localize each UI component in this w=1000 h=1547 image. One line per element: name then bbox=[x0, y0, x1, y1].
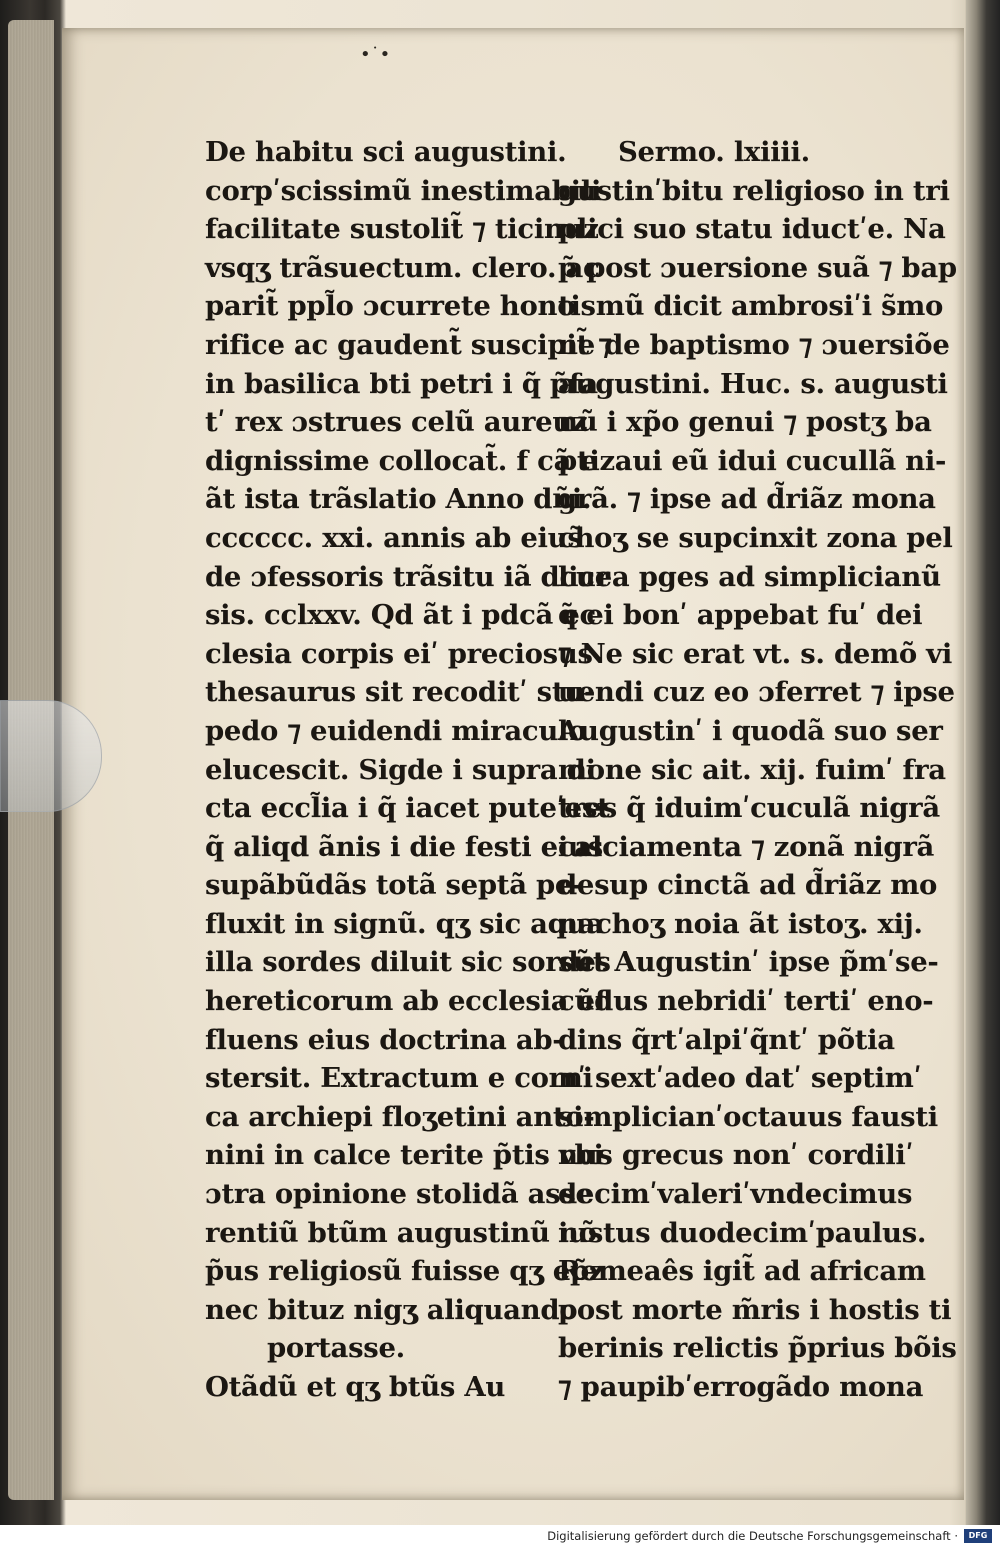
text-line: pedo ⁊ euidendi miraculo bbox=[205, 714, 587, 747]
footer-bar bbox=[0, 1525, 1000, 1547]
text-line: decimʹvaleriʹvndecimus bbox=[558, 1178, 913, 1211]
right-text-column bbox=[558, 133, 957, 1407]
text-line: Augustinʹ i quodã suo ser bbox=[558, 714, 943, 747]
text-line: ne de baptismo ⁊ ɔuersiõe bbox=[558, 328, 950, 361]
text-line: uendi cuz eo ɔferret ⁊ ipse bbox=[558, 676, 955, 709]
text-line: ãt ista trãslatio Anno dñi. bbox=[205, 483, 592, 516]
text-line: thesaurus sit recoditʹ stu- bbox=[205, 676, 596, 709]
text-line: dins q̃rtʹalpiʹq̃ntʹ põtia bbox=[558, 1023, 895, 1056]
text-line: cũdus nebridiʹ tertiʹ eno- bbox=[558, 985, 934, 1018]
text-line: stersit. Extractum e corni bbox=[205, 1062, 593, 1095]
text-line: grã. ⁊ ipse ad d̃riãz mona bbox=[558, 483, 936, 516]
text-line: berinis relictis p̃prius bõis bbox=[558, 1332, 957, 1365]
text-line: calciamenta ⁊ zonã nigrã bbox=[558, 830, 935, 863]
text-line: choʒ se supcinxit zona pel bbox=[558, 521, 953, 554]
text-line: tʹ rex ɔstrues celũ aureuz bbox=[205, 406, 588, 439]
text-line: augustini. Huc. s. augusti bbox=[558, 367, 948, 400]
text-line: elucescit. Sigde i supra di bbox=[205, 753, 596, 786]
text-line: illa sordes diluit sic sordes bbox=[205, 946, 611, 979]
text-line: nachoʒ noia ãt istoʒ. xij. bbox=[558, 907, 923, 940]
text-line: tismũ dicit ambrosiʹi s̃mo bbox=[558, 290, 944, 323]
text-line: Remeaês igit̃ ad africam bbox=[558, 1255, 926, 1288]
text-line: corpʹscissimũ inestimabili bbox=[205, 174, 602, 207]
text-line: post morte m̃ris i hostis ti bbox=[558, 1293, 952, 1326]
text-line: nec bituz nigʒ aliquando bbox=[205, 1293, 578, 1326]
text-line: nus grecus nonʹ cordiliʹ bbox=[558, 1139, 914, 1172]
text-line: rifice ac gaudent̃ suscipit̃ ⁊ bbox=[205, 328, 612, 361]
footer-credit-text: Digitalisierung gefördert durch die Deutsche Forschungsgemeinschaft · bbox=[547, 1529, 958, 1543]
text-line: fluens eius doctrina ab- bbox=[205, 1023, 564, 1056]
text-line: gustinʹbitu religioso in tri bbox=[558, 174, 950, 207]
text-line: supãbũdãs totã septã pe- bbox=[205, 869, 584, 902]
text-line: facilitate sustolit̃ ⁊ ticinuz bbox=[205, 213, 599, 246]
text-line: desup cinctã ad d̃riãz mo bbox=[558, 869, 938, 902]
text-line: dignissime collocat̃. f cã e bbox=[205, 444, 598, 477]
text-line: sis. cclxxv. Qd ãt i pdcã ec bbox=[205, 599, 596, 632]
book-binding-edge bbox=[966, 0, 1000, 1525]
text-line: fluxit in signũ. qʒ sic aqua bbox=[205, 907, 604, 940]
text-line: ca archiepi floʒetini anto- bbox=[205, 1100, 595, 1133]
text-line: nini in calce terite p̃tis vbi bbox=[205, 1139, 604, 1172]
text-line: nũ i xp̃o genui ⁊ postʒ ba bbox=[558, 406, 932, 439]
text-line: mone sic ait. xij. fuimʹ fra bbox=[558, 753, 946, 786]
text-line: p̃us religiosũ fuisse qʒ ep̃z bbox=[205, 1255, 605, 1288]
text-line: q̃ ei bonʹ appebat fuʹ dei bbox=[558, 599, 923, 632]
text-line: cccccc. xxi. annis ab eius̃ bbox=[205, 521, 583, 554]
text-line: hereticorum ab ecclesia ef bbox=[205, 985, 607, 1018]
text-line: ɔtra opinione stolidã asse bbox=[205, 1178, 593, 1211]
text-line: licea pges ad simplicianũ bbox=[558, 560, 941, 593]
text-line: parit̃ ppl̃o ɔcurrete hono bbox=[205, 290, 576, 323]
text-line: rentiũ btũm augustinũ nõ bbox=[205, 1216, 597, 1249]
text-line: plici suo statu iductʹe. Na bbox=[558, 213, 946, 246]
text-line: p̃ post ɔuersione suã ⁊ bap bbox=[558, 251, 957, 284]
text-line: iustus duodecimʹpaulus. bbox=[558, 1216, 927, 1249]
text-line: q̃ aliqd ãnis i die festi eius bbox=[205, 830, 603, 863]
text-line: sũt Augustinʹ ipse p̃mʹse- bbox=[558, 946, 939, 979]
header-mark: •˙• bbox=[360, 44, 391, 65]
text-line: portasse. bbox=[267, 1332, 405, 1365]
dfg-logo: DFG bbox=[964, 1529, 992, 1543]
text-line: Otãdũ et qʒ btũs Au bbox=[205, 1371, 506, 1403]
text-line: clesia corpis eiʹ preciosus bbox=[205, 637, 593, 670]
text-line: simplicianʹoctauus fausti bbox=[558, 1100, 938, 1133]
text-line: in basilica bti petri i q̃ p̃fa bbox=[205, 367, 598, 400]
text-line: tres q̃ iduimʹcuculã nigrã bbox=[558, 792, 940, 825]
text-line: vsqʒ trãsuectum. clero. ac bbox=[205, 251, 600, 284]
text-line: cta eccl̃ia i q̃ iacet puteʹest bbox=[205, 792, 610, 825]
text-line: ⁊ paupibʹerrogãdo mona bbox=[558, 1371, 924, 1403]
left-text-column bbox=[205, 133, 612, 1407]
text-line: de ɔfessoris trãsitu iã dcur bbox=[205, 560, 610, 593]
text-line: Sermo. lxiiii. bbox=[618, 136, 810, 168]
text-line: De habitu sci augustini. bbox=[205, 136, 567, 168]
text-line: ptizaui eũ idui cucullã ni- bbox=[558, 444, 947, 477]
text-line: ⁊ Ne sic erat vt. s. demõ vi bbox=[558, 637, 953, 670]
text-line: nʹ sextʹadeo datʹ septimʹ bbox=[558, 1062, 922, 1095]
